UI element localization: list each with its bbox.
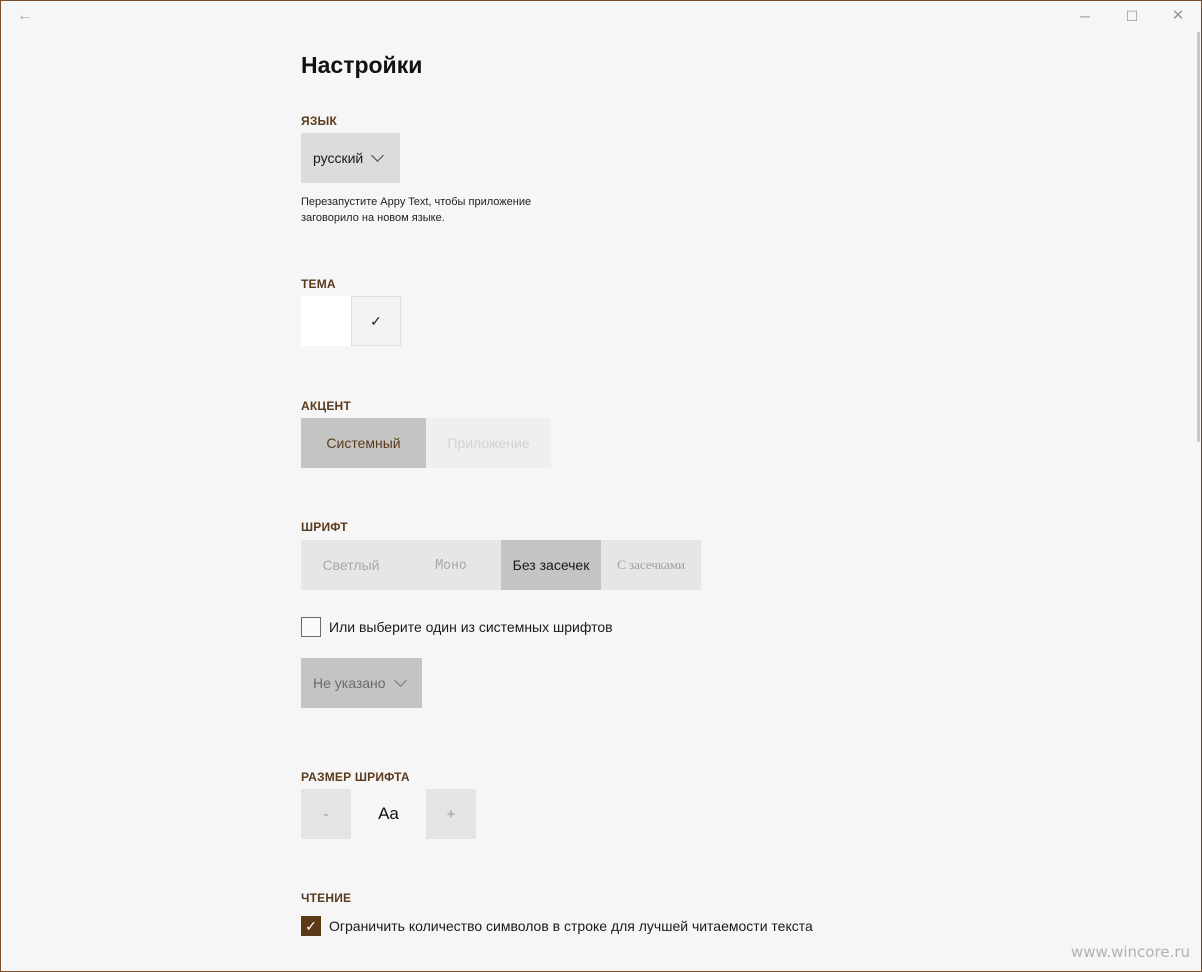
arrow-left-icon: ← — [17, 7, 33, 24]
font-size-section-label: РАЗМЕР ШРИФТА — [301, 770, 410, 784]
maximize-icon: ☐ — [1125, 8, 1139, 24]
language-select[interactable] — [301, 133, 400, 183]
title-bar — [0, 0, 1202, 32]
accent-option-label: Системный — [326, 435, 401, 451]
language-section-label: ЯЗЫК — [301, 114, 338, 128]
font-section-label: ШРИФТ — [301, 520, 348, 534]
language-select-value: русский — [313, 150, 364, 166]
font-option-mono[interactable] — [401, 540, 501, 590]
chevron-down-icon — [394, 674, 407, 687]
system-fonts-checkbox[interactable] — [301, 617, 321, 637]
close-button[interactable] — [1155, 4, 1201, 28]
system-font-select[interactable] — [301, 658, 422, 708]
decrease-font-size-button[interactable] — [301, 789, 351, 839]
font-option-light[interactable] — [301, 540, 401, 590]
accent-option-system[interactable] — [301, 418, 426, 468]
back-button[interactable] — [11, 5, 39, 27]
limit-line-length-checkbox[interactable] — [301, 916, 321, 936]
maximize-button[interactable] — [1109, 4, 1155, 28]
vertical-scrollbar[interactable] — [1197, 32, 1200, 442]
accent-option-label: Приложение — [447, 435, 530, 451]
font-option-label: Моно — [435, 557, 467, 573]
checkmark-icon: ✓ — [370, 312, 382, 329]
theme-section-label: ТЕМА — [301, 277, 336, 291]
page-title: Настройки — [301, 52, 423, 78]
limit-line-length-label: Ограничить количество символов в строке для лучшей читаемости текста — [329, 918, 813, 934]
minimize-icon: ─ — [1080, 8, 1090, 24]
accent-option-app[interactable] — [426, 418, 551, 468]
font-option-label: Без засечек — [512, 557, 590, 573]
font-option-serif[interactable] — [601, 540, 701, 590]
close-icon: ✕ — [1171, 7, 1185, 24]
language-hint: Перезапустите Appy Text, чтобы приложение заговорило на новом языке. — [301, 196, 532, 224]
watermark: www.wincore.ru — [1070, 943, 1190, 961]
theme-option-default[interactable] — [351, 296, 401, 346]
system-font-select-value: Не указано — [313, 675, 386, 691]
minimize-button[interactable] — [1062, 4, 1108, 28]
minus-icon: - — [323, 805, 329, 823]
accent-section-label: АКЦЕНТ — [301, 399, 351, 413]
checkmark-icon: ✓ — [305, 918, 317, 934]
increase-font-size-button[interactable] — [426, 789, 476, 839]
font-option-label: С засечками — [617, 557, 685, 572]
font-size-sample: Aa — [378, 804, 399, 823]
font-option-label: Светлый — [322, 557, 380, 573]
theme-option-light[interactable] — [301, 296, 351, 346]
chevron-down-icon — [371, 149, 384, 162]
font-option-sans[interactable] — [501, 540, 601, 590]
reading-section-label: ЧТЕНИЕ — [301, 891, 352, 905]
plus-icon: + — [446, 805, 456, 823]
system-fonts-checkbox-label: Или выберите один из системных шрифтов — [329, 619, 613, 635]
